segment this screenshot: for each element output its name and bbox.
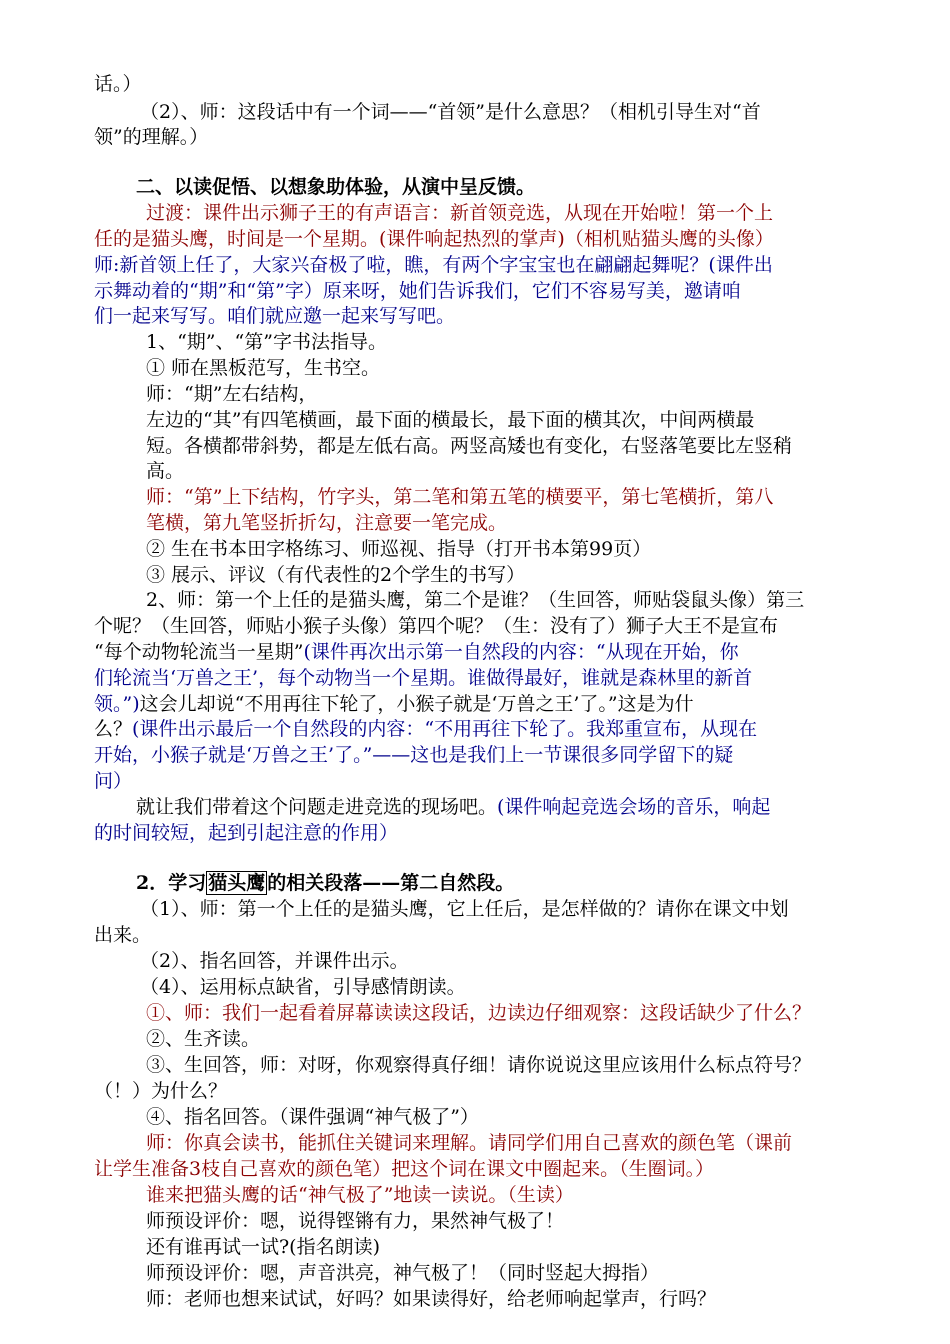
text-line: 话。） [94,73,142,95]
text-line: 高。 [146,460,185,482]
text-line: 过渡：课件出示狮子王的有声语言：新首领竞选，从现在开始啦！第一个上 [146,202,774,224]
text-line: ③、生回答，师：对呀，你观察得真仔细！请你说说这里应该用什么标点符号？ [146,1054,812,1076]
text-line: ④、指名回答。（课件强调“神气极了”） [146,1106,479,1128]
text-line: 开始，小猴子就是‘万兽之王’了。”——这也是我们上一节课很多同学留下的疑 [94,744,734,766]
text-line: 让学生准备3枝自己喜欢的颜色笔）把这个词在课文中圈起来。（生圈词。） [94,1158,715,1180]
text-line: ② 生在书本田字格练习、师巡视、指导（打开书本第99页） [146,538,652,560]
boxed-term: 猫头鹰 [208,872,266,894]
text-line: 个呢？（生回答，师贴小猴子头像）第四个呢？（生：没有了）狮子大王不是宣布 [94,615,779,637]
text-line: 师：“第”上下结构，竹字头，第二笔和第五笔的横要平，第七笔横折，第八 [146,486,774,508]
text-line: 们轮流当‘万兽之王’，每个动物当一个星期。谁做得最好，谁就是森林里的新首 [94,667,753,689]
text-line: 师：“期”左右结构， [146,383,318,405]
text-line: 还有谁再试一试?(指名朗读) [146,1236,381,1258]
text-line: 师：老师也想来试试，好吗？如果读得好，给老师响起掌声，行吗？ [146,1288,717,1310]
text-line: 谁来把猫头鹰的话“神气极了”地读一读说。（生读） [146,1184,574,1206]
text-line: 领”的理解。） [94,126,209,148]
text-line: 就让我们带着这个问题走进竞选的现场吧。(课件响起竞选会场的音乐，响起 [136,796,771,818]
text-line: ③ 展示、评议（有代表性的2个学生的书写） [146,564,526,586]
text-line: （4）、运用标点缺省，引导感情朗读。 [140,976,466,998]
text-line: 1、“期”、“第”字书法指导。 [146,331,387,353]
section-heading: 二、以读促悟、以想象助体验，从演中呈反馈。 [136,176,536,198]
text-line: ①、师：我们一起看着屏幕读读这段话，边读边仔细观察：这段话缺少了什么？ [146,1002,812,1024]
text-line: （！）为什么？ [94,1080,228,1102]
text-line: 师预设评价：嗯，说得铿锵有力，果然神气极了！ [146,1210,565,1232]
text-line: 任的是猫头鹰，时间是一个星期。(课件响起热烈的掌声)（相机贴猫头鹰的头像） [94,228,774,250]
text-line: 师：你真会读书，能抓住关键词来理解。请同学们用自己喜欢的颜色笔（课前 [146,1132,793,1154]
text-line: 2、师：第一个上任的是猫头鹰，第二个是谁？（生回答，师贴袋鼠头像）第三 [146,589,805,611]
text-line: “每个动物轮流当一星期”(课件再次出示第一自然段的内容：“从现在开始，你 [94,641,739,663]
section-heading: 2．学习 猫头鹰 的相关段落——第二自然段。 [136,872,515,894]
text-line: （2）、指名回答，并课件出示。 [140,950,409,972]
text-line: （2）、师：这段话中有一个词——“首领”是什么意思？（相机引导生对“首 [140,101,761,123]
text-line: 左边的“其”有四笔横画，最下面的横最长，最下面的横其次，中间两横最 [146,409,755,431]
text-line: 笔横，第九笔竖折折勾，注意要一笔完成。 [146,512,508,534]
text-line: 师预设评价：嗯，声音洪亮，神气极了！（同时竖起大拇指） [146,1262,660,1284]
text-line: 的时间较短，起到引起注意的作用） [94,822,399,844]
text-line: 们一起来写写。咱们就应邀一起来写写吧。 [94,305,456,327]
text-line: 么？(课件出示最后一个自然段的内容：“不用再往下轮了。我郑重宣布，从现在 [94,718,758,740]
text-line: （1）、师：第一个上任的是猫头鹰，它上任后，是怎样做的？请你在课文中划 [140,898,789,920]
text-line: 领。”)这会儿却说“不用再往下轮了，小猴子就是‘万兽之王’了。”这是为什 [94,693,694,715]
text-line: ① 师在黑板范写，生书空。 [146,357,381,379]
text-line: ②、生齐读。 [146,1028,261,1050]
text-line: 示舞动着的“期”和“第”字）原来呀，她们告诉我们，它们不容易写美，邀请咱 [94,280,741,302]
text-line: 短。各横都带斜势，都是左低右高。两竖高矮也有变化，右竖落笔要比左竖稍 [146,435,793,457]
text-line: 问） [94,770,133,792]
text-line: 师:新首领上任了，大家兴奋极了啦，瞧，有两个字宝宝也在翩翩起舞呢？(课件出 [94,254,773,276]
text-line: 出来。 [94,924,152,946]
